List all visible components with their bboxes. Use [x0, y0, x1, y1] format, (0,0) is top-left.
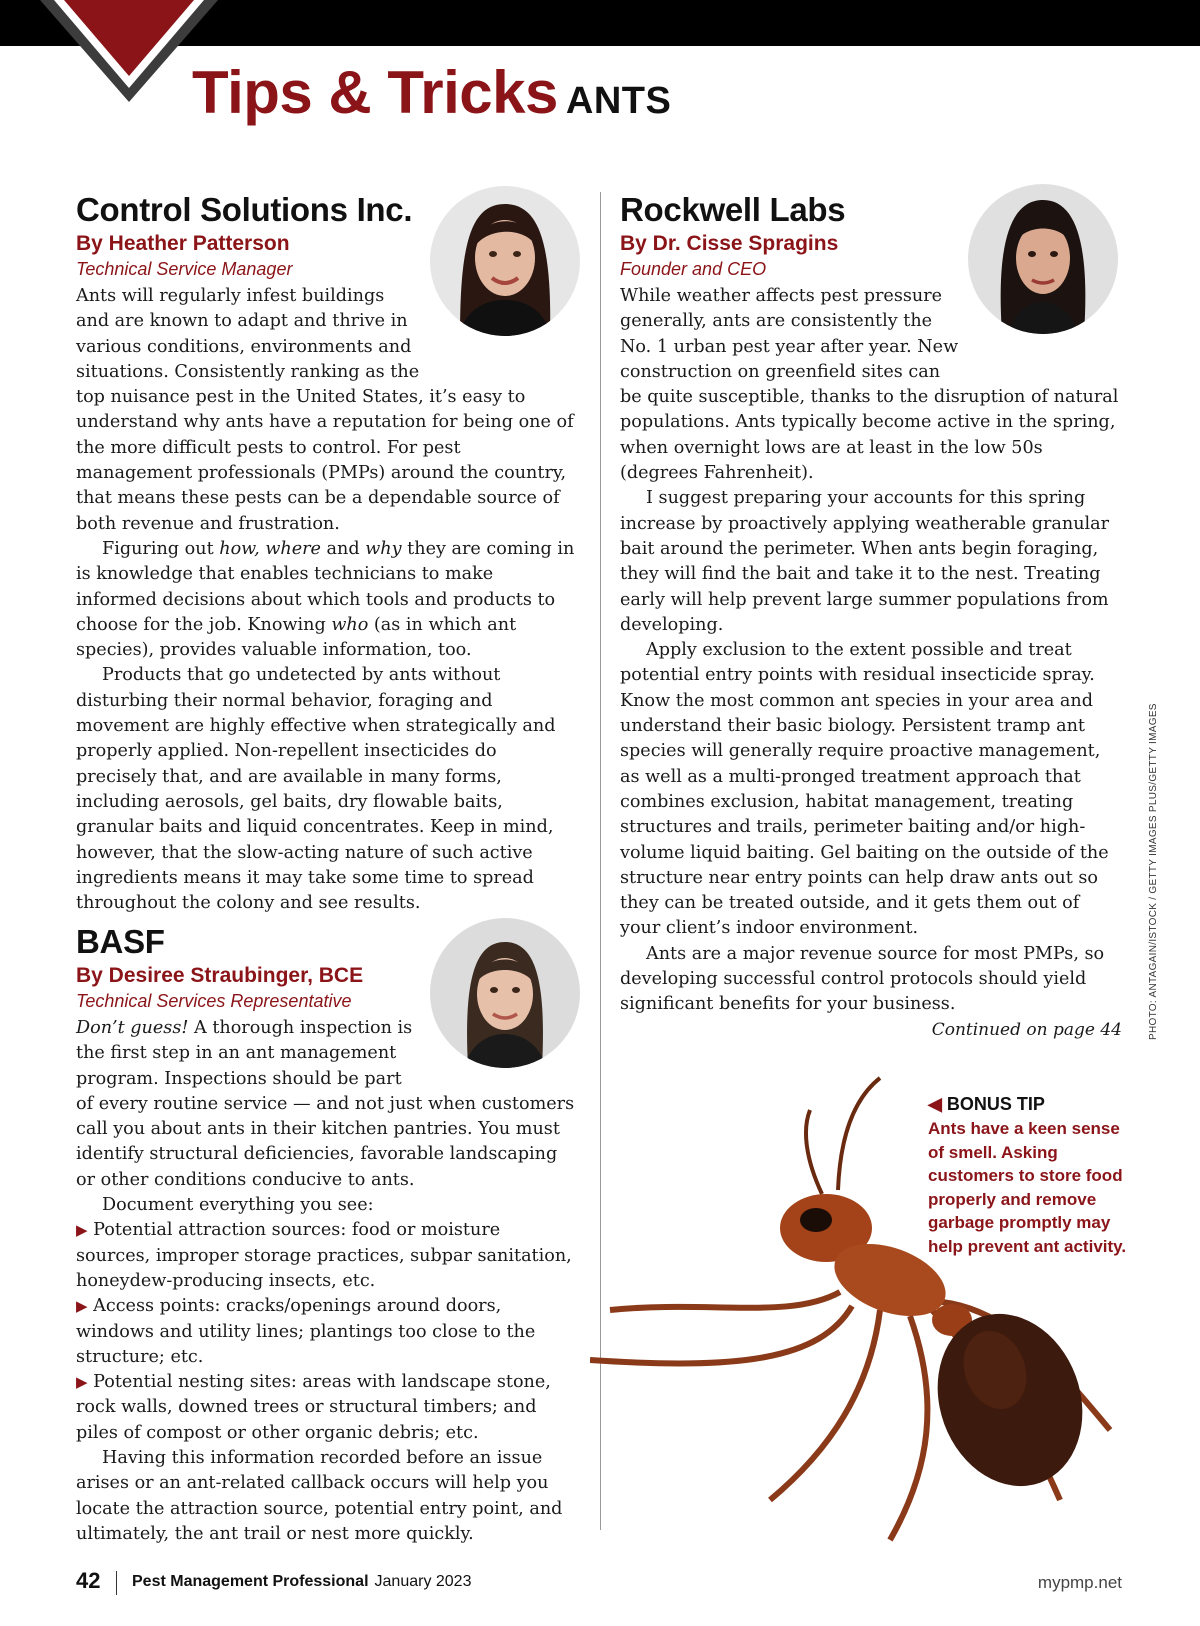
article-body: [620, 284, 1122, 1043]
continued-note: Continued on page 44: [931, 1019, 1122, 1040]
emphasis: how, where: [219, 538, 321, 559]
page-footer: [76, 1568, 1122, 1598]
page-title: [192, 58, 671, 127]
author-photo: [430, 918, 580, 1068]
bullet-text: Access points: cracks/openings around doors, windows and utility lines; plantings too close to the structure; etc.: [76, 1296, 536, 1367]
text-run: and: [320, 538, 366, 559]
author-photo: [430, 186, 580, 336]
bonus-tip-text: Ants have a keen sense of smell. Asking customers to store food properly and remove garbage promptly may help prevent ant activity.: [928, 1119, 1127, 1256]
bullet-item: [76, 1370, 576, 1446]
emphasis: Don’t guess!: [76, 1018, 189, 1038]
paragraph: Ants will regularly infest buildings and are known to adapt and thrive in various conditions, environments and situations. Consistently ranking as the top nuisance pest in the United States, it’s easy to understand why ants have a reputation for being one of the more difficult pests to control. For pest management professionals (PMPs) around the country, that means these pests can be a dependable source of both revenue and frustration.: [76, 286, 574, 534]
paragraph: [76, 537, 576, 663]
website-link[interactable]: mypmp.net: [1037, 1573, 1122, 1592]
section-title: BASF: [76, 923, 165, 960]
paragraph: While weather affects pest pressure generally, ants are consistently the No. 1 urban pest year after year. New construction on greenfield sites can be quite susceptible, thanks to the disruption of natural populations. Ants typically become active in the spring, when overnight lows are at least in the low 50s (degrees Fahrenheit).: [620, 286, 1119, 484]
bullet-item: [76, 1218, 576, 1294]
article-body: [76, 284, 576, 916]
section-title: Control Solutions Inc.: [76, 191, 413, 228]
text-run: A thorough inspection is the first step in an ant management program. Inspections should be part of every routine service — and not just when customers call you about ants in their kitchen pantries. You must identify structural deficiencies, favorable landscaping or other conditions conducive to ants.: [76, 1018, 575, 1190]
paragraph: I suggest preparing your accounts for this spring increase by proactively applying weatherable granular bait around the perimeter. When ants begin foraging, they will find the bait and take it to the nest. Treating early will help prevent large summer populations from developing.: [620, 488, 1110, 635]
bullet-item: [76, 1294, 576, 1370]
paragraph: Document everything you see:: [102, 1195, 374, 1216]
paragraph: Products that go undetected by ants without disturbing their normal behavior, foraging and movement are highly effective when strategically and properly applied. Non-repellent insecticides do precisely that, and are available in many forms, including aerosols, gel baits, dry flowable baits, granular baits and liquid concentrates. Keep in mind, however, that the slow-acting nature of such active ingredients means it may take some time to spread throughout the colony and see results.: [76, 665, 556, 914]
author-role: Founder and CEO: [620, 259, 767, 279]
bonus-tip: [928, 1094, 1128, 1258]
article-body: [76, 1016, 576, 1547]
triangle-left-icon: ◀: [928, 1094, 942, 1114]
page-title-topic: ANTS: [565, 80, 672, 122]
emphasis: who: [331, 614, 369, 635]
text-run: (as in which ant species), provides valuable information, too.: [76, 614, 517, 661]
paragraph: Apply exclusion to the extent possible and treat potential entry points with residual insecticide spray. Know the most common ant species in your area and understand their basic biology. Persistent tramp ant species will generally require proactive management, as well as a multi-pronged treatment approach that combines exclusion, habitat management, treating structures and trails, perimeter baiting and/or high-volume liquid baiting. Gel baiting on the outside of the structure near entry points can help draw ants out so they can be treated outside, and it gets them out of your client’s indoor environment.: [620, 640, 1109, 939]
photo-credit: PHOTO: ANTAGAIN/ISTOCK / GETTY IMAGES PLUS/GETTY IMAGES: [1148, 703, 1159, 1040]
author-byline: By Heather Patterson: [76, 232, 290, 255]
author-byline: By Desiree Straubinger, BCE: [76, 964, 364, 987]
emphasis: why: [365, 538, 402, 559]
triangle-bullet-icon: ▶: [76, 1373, 88, 1392]
magazine-name: [132, 1573, 471, 1591]
bullet-text: Potential attraction sources: food or moisture sources, improper storage practices, subpar sanitation, honeydew-producing insects, etc.: [76, 1220, 572, 1291]
triangle-bullet-icon: ▶: [76, 1297, 88, 1316]
bonus-tip-title: BONUS TIP: [946, 1094, 1045, 1114]
footer-divider: [116, 1571, 117, 1595]
author-byline: By Dr. Cisse Spragins: [620, 232, 839, 255]
triangle-bullet-icon: ▶: [76, 1221, 88, 1240]
author-role: Technical Services Representative: [76, 991, 352, 1011]
paragraph: Ants are a major revenue source for most PMPs, so developing successful control protocols should yield significant benefits for your business.: [620, 943, 1105, 1015]
text-run: Figuring out: [102, 538, 220, 559]
author-role: Technical Service Manager: [76, 259, 293, 279]
issue-date: January 2023: [374, 1573, 472, 1590]
paragraph: Having this information recorded before an issue arises or an ant-related callback occurs will help you locate the attraction source, potential entry point, and ultimately, the ant trail or nest more quickly.: [76, 1448, 563, 1544]
section-title: Rockwell Labs: [620, 191, 846, 228]
text-run: they are coming in is knowledge that enables technicians to make informed decisions about which tools and products to choose for the job. Knowing: [76, 538, 575, 635]
bullet-text: Potential nesting sites: areas with landscape stone, rock walls, downed trees or structural timbers; and piles of compost or other organic debris; etc.: [76, 1372, 551, 1443]
magazine-title: Pest Management Professional: [132, 1573, 369, 1590]
page-title-main: Tips & Tricks: [192, 59, 558, 126]
bonus-tip-heading: [928, 1094, 1128, 1115]
page-number: 42: [76, 1568, 101, 1593]
author-photo: [968, 184, 1118, 334]
